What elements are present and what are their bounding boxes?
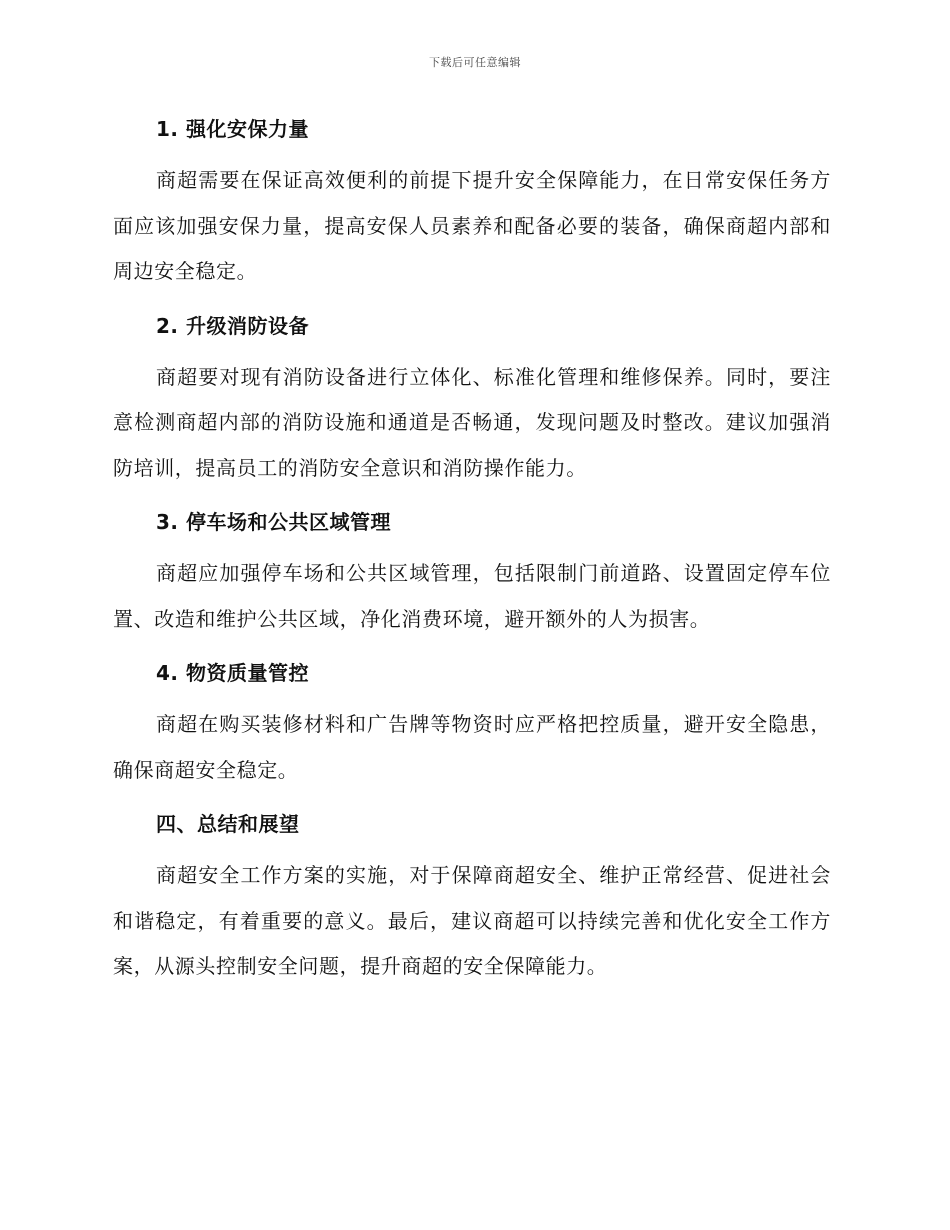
section-heading-summary: 四、总结和展望 xyxy=(156,812,300,836)
section-heading-3: 3. 停车场和公共区域管理 xyxy=(156,510,391,534)
section-heading-4: 4. 物资质量管控 xyxy=(156,661,309,685)
section-paragraph-3: 商超应加强停车场和公共区域管理，包括限制门前道路、设置固定停车位置、改造和维护公共区域，净化消费环境，避开额外的人为损害。 xyxy=(113,561,831,631)
section-paragraph-4: 商超在购买装修材料和广告牌等物资时应严格把控质量，避开安全隐患，确保商超安全稳定。 xyxy=(113,712,831,782)
page-header: 下载后可任意编辑 xyxy=(429,56,521,69)
section-paragraph-1: 商超需要在保证高效便利的前提下提升安全保障能力，在日常安保任务方面应该加强安保力量，提高安保人员素养和配备必要的装备，确保商超内部和周边安全稳定。 xyxy=(113,168,831,283)
section-heading-2: 2. 升级消防设备 xyxy=(156,313,309,338)
section-paragraph-summary: 商超安全工作方案的实施，对于保障商超安全、维护正常经营、促进社会和谐稳定，有着重要的意义。最后，建议商超可以持续完善和优化安全工作方案，从源头控制安全问题，提升商超的安全保障能力。 xyxy=(113,863,831,978)
section-heading-1: 1. 强化安保力量 xyxy=(156,117,309,141)
section-paragraph-2: 商超要对现有消防设备进行立体化、标准化管理和维修保养。同时，要注意检测商超内部的消防设施和通道是否畅通，发现问题及时整改。建议加强消防培训，提高员工的消防安全意识和消防操作能力。 xyxy=(113,364,831,480)
document-body xyxy=(113,112,831,1004)
